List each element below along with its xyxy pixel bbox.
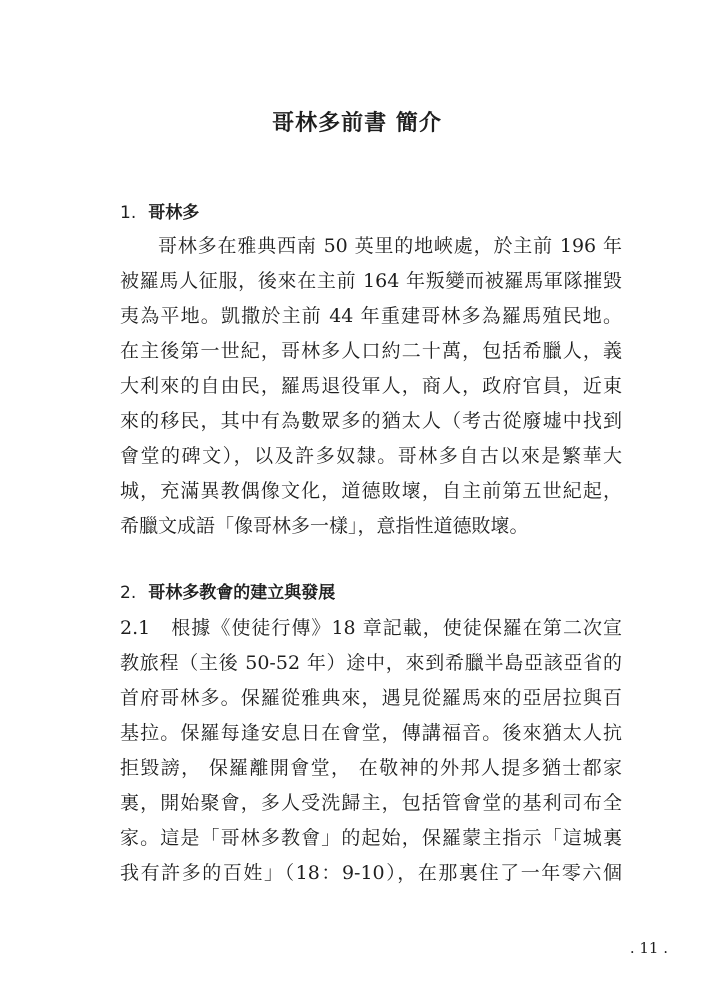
text-line: 裏，開始聚會，多人受洗歸主，包括管會堂的基利司布全 [120, 792, 622, 814]
text-line: 首府哥林多。保羅從雅典來，遇見從羅馬來的亞居拉與百 [120, 687, 622, 709]
text-line: 我有許多的百姓」（18：9-10），在那裏住了一年零六個 [120, 862, 622, 884]
text-line: 城，充滿異教偶像文化，道德敗壞，自主前第五世紀起， [120, 480, 622, 502]
text-line: 希臘文成語「像哥林多一樣」，意指性道德敗壞。 [120, 515, 529, 537]
section-heading-2 [120, 580, 335, 606]
section-title: 哥林多 [148, 203, 200, 223]
text-line: 基拉。保羅每逢安息日在會堂，傳講福音。後來猶太人抗 [120, 722, 622, 744]
text-line: 哥林多在雅典西南 50 英里的地峽處，於主前 196 年 [158, 235, 622, 257]
text-line: 拒毀謗， 保羅離開會堂， 在敬神的外邦人提多猶士都家 [120, 757, 622, 779]
text-line: 被羅馬人征服，後來在主前 164 年叛變而被羅馬軍隊摧毀 [120, 270, 622, 292]
text-line: 2.1 根據《使徒行傳》18 章記載，使徒保羅在第二次宣 [120, 617, 622, 639]
page-number: . 11 . [629, 939, 668, 957]
text-line: 來的移民，其中有為數眾多的猶太人（考古從廢墟中找到 [120, 410, 622, 432]
page-title: 哥林多前書 簡介 [272, 111, 442, 136]
text-line: 教旅程（主後 50-52 年）途中，來到希臘半島亞該亞省的 [120, 652, 622, 674]
text-line: 家。這是「哥林多教會」的起始，保羅蒙主指示「這城裏 [120, 827, 622, 849]
text-line: 夷為平地。凱撒於主前 44 年重建哥林多為羅馬殖民地。 [120, 305, 622, 327]
section-number: 2. [120, 583, 137, 603]
text-line: 在主後第一世紀，哥林多人口約二十萬，包括希臘人，義 [120, 340, 622, 362]
text-line: 大利來的自由民，羅馬退役軍人，商人，政府官員，近東 [120, 375, 622, 397]
section-number: 1. [120, 203, 137, 223]
section-title: 哥林多教會的建立與發展 [148, 583, 336, 603]
section-heading-1 [120, 200, 199, 226]
text-line: 會堂的碑文），以及許多奴隸。哥林多自古以來是繁華大 [120, 445, 622, 467]
